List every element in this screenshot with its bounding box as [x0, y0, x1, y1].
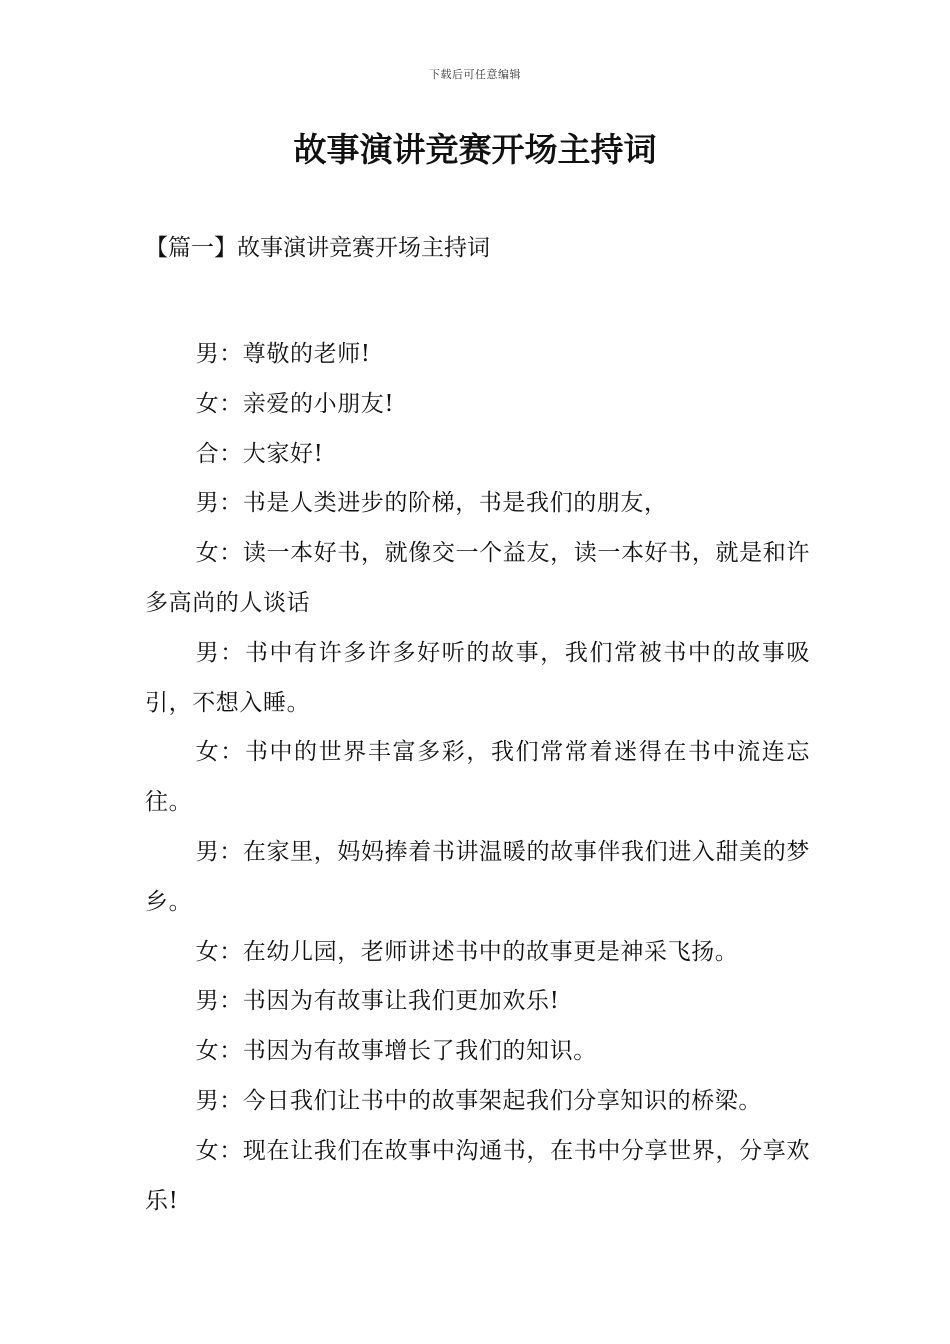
paragraph: 男：今日我们让书中的故事架起我们分享知识的桥梁。	[195, 1087, 762, 1114]
paragraph: 男：在家里，妈妈捧着书讲温暖的故事伴我们进入甜美的梦乡。	[145, 838, 810, 915]
document-title: 故事演讲竞赛开场主持词	[293, 130, 657, 169]
paragraph: 男：书是人类进步的阶梯，书是我们的朋友，	[195, 490, 668, 517]
paragraph: 女：读一本好书，就像交一个益友，读一本好书，就是和许多高尚的人谈话	[145, 540, 810, 616]
section-heading: 【篇一】故事演讲竞赛开场主持词	[145, 235, 490, 261]
paragraph: 男：书因为有故事让我们更加欢乐!	[195, 988, 560, 1015]
paragraph: 女：书因为有故事增长了我们的知识。	[195, 1038, 597, 1065]
paragraph: 女：书中的世界丰富多彩，我们常常着迷得在书中流连忘往。	[145, 739, 810, 816]
paragraph: 合：大家好!	[195, 440, 324, 467]
paragraph: 女：亲爱的小朋友!	[195, 390, 395, 417]
page-header-note: 下载后可任意编辑	[429, 68, 521, 81]
paragraph: 男：尊敬的老师!	[195, 341, 371, 367]
document-body	[145, 330, 810, 1226]
paragraph: 女：现在让我们在故事中沟通书，在书中分享世界，分享欢乐!	[145, 1137, 810, 1214]
paragraph: 男：书中有许多许多好听的故事，我们常被书中的故事吸引，不想入睡。	[145, 639, 810, 716]
paragraph: 女：在幼儿园，老师讲述书中的故事更是神采飞扬。	[195, 938, 739, 965]
